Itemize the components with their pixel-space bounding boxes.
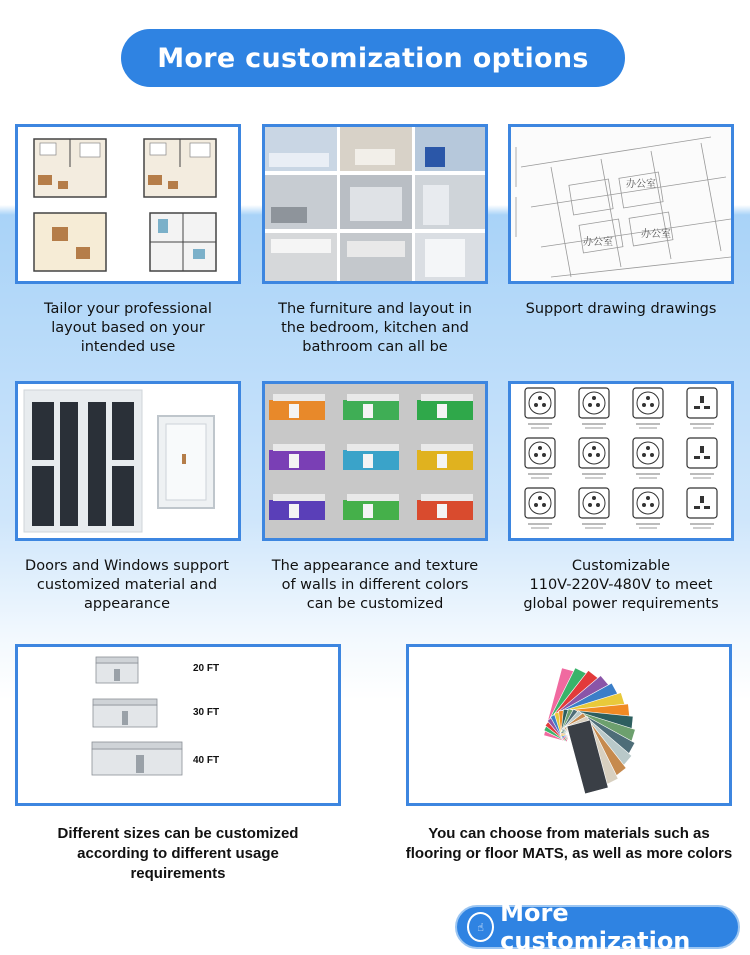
materials-card bbox=[406, 644, 732, 806]
size-label: 40 FT bbox=[193, 755, 220, 766]
floor-plan-card bbox=[15, 124, 241, 284]
drawing-label: 办公室 bbox=[583, 237, 613, 248]
container-module bbox=[343, 444, 399, 470]
material-swatches-image bbox=[409, 647, 729, 803]
card-caption: The furniture and layout in the bedroom, kitchen and bathroom can all be bbox=[278, 301, 472, 355]
card-caption: 110V-220V-480V to meet global power requirements bbox=[523, 577, 719, 612]
wall-colors-card bbox=[262, 381, 488, 541]
size-label: 20 FT bbox=[193, 663, 220, 674]
card-caption: You can choose from materials such as flooring or floor MATS, as well as more colors bbox=[405, 825, 733, 862]
doors-windows-card bbox=[15, 381, 241, 541]
card-caption: Different sizes can be customized according to different usage requirements bbox=[57, 825, 299, 882]
card-caption: Tailor your professional layout based on your intended use bbox=[44, 301, 212, 355]
container-module bbox=[269, 444, 325, 470]
card-caption: Support drawing drawings bbox=[525, 301, 717, 317]
interior-photos-grid bbox=[265, 127, 485, 281]
more-customization-label: More customization bbox=[500, 899, 691, 955]
header-title: More customization options bbox=[121, 29, 625, 87]
interior-photos-card bbox=[262, 124, 488, 284]
more-customization-button[interactable] bbox=[455, 899, 740, 955]
container-module bbox=[269, 494, 325, 520]
card-caption: The appearance and texture of walls in different colors can be customized bbox=[271, 558, 479, 612]
size-label: 30 FT bbox=[193, 707, 220, 718]
door-window-image bbox=[18, 384, 238, 538]
container-module bbox=[269, 394, 325, 420]
hand-pointer-icon: ☝ bbox=[467, 912, 494, 942]
color-containers-grid bbox=[265, 384, 485, 538]
sizes-card bbox=[15, 644, 341, 806]
container-module bbox=[417, 494, 473, 520]
card-caption: Doors and Windows support customized material and appearance bbox=[25, 558, 229, 612]
floor-plan-image bbox=[18, 127, 238, 281]
architectural-drawing-image bbox=[511, 127, 731, 281]
container-sizes-image bbox=[18, 647, 338, 803]
drawing-card bbox=[508, 124, 734, 284]
container-module bbox=[343, 394, 399, 420]
card-caption-title: Customizable bbox=[571, 558, 671, 574]
drawing-label: 办公室 bbox=[641, 229, 671, 240]
container-module bbox=[343, 494, 399, 520]
drawing-label: 办公室 bbox=[626, 179, 656, 190]
container-module bbox=[417, 394, 473, 420]
power-sockets-grid bbox=[511, 384, 731, 538]
power-sockets-card bbox=[508, 381, 734, 541]
container-module bbox=[417, 444, 473, 470]
